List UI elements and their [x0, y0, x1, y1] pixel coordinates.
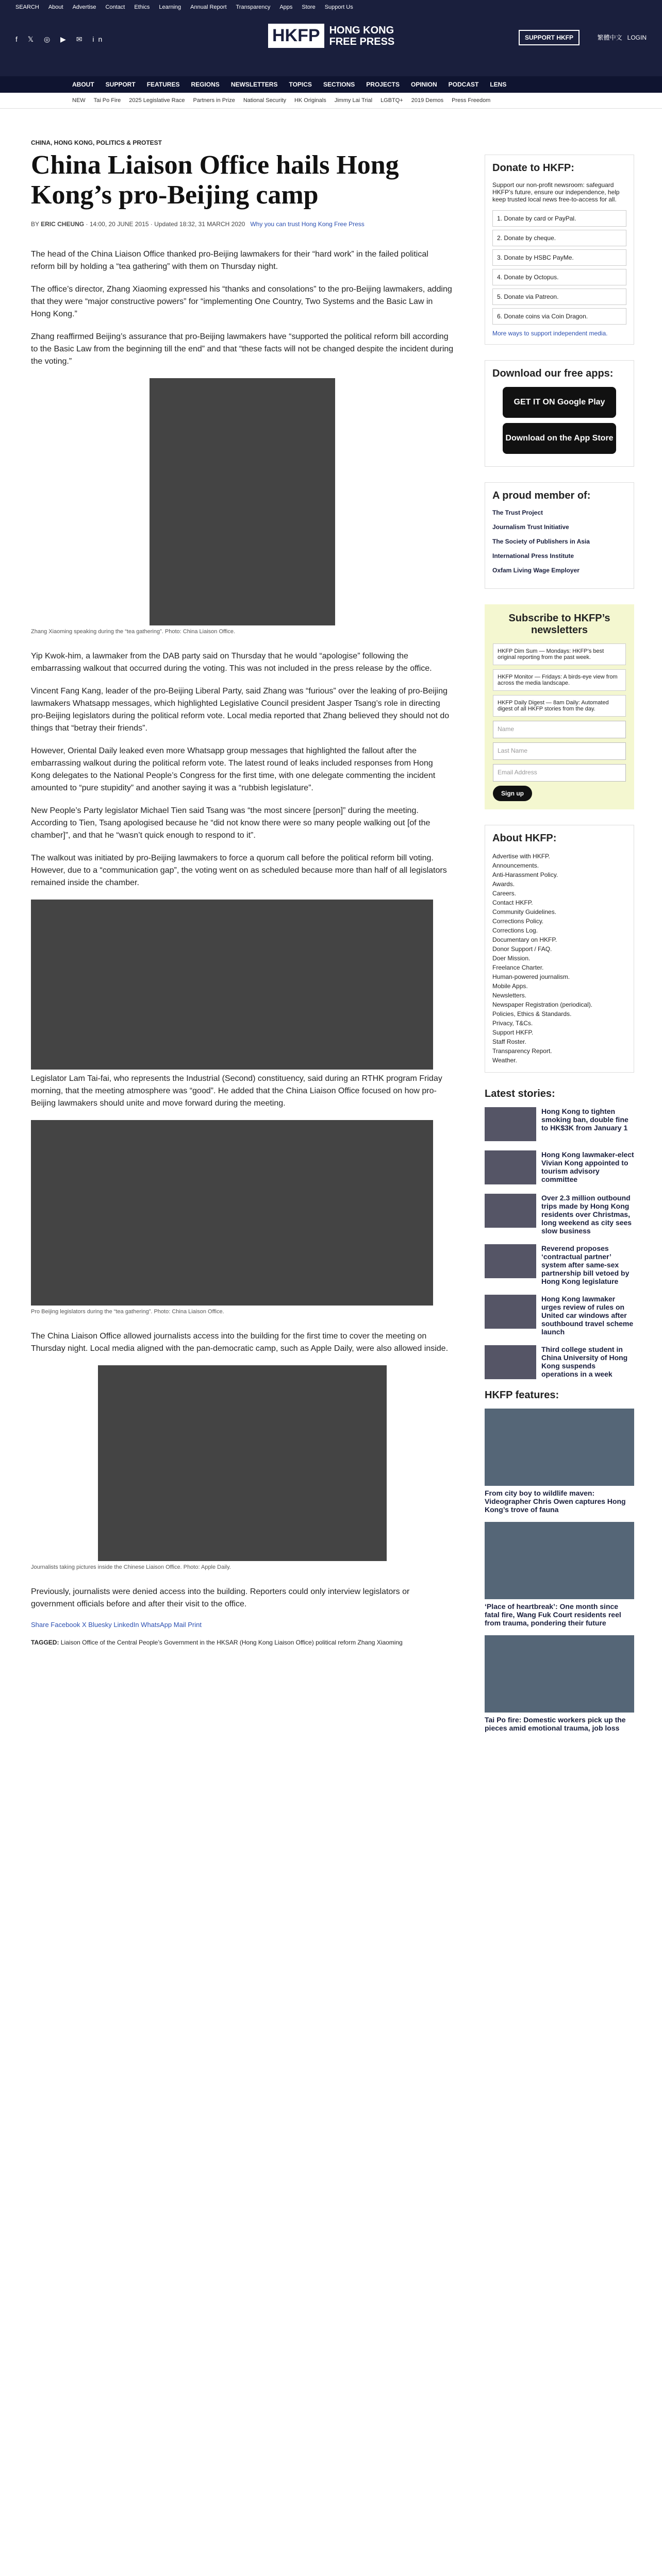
about-link[interactable]: Community Guidelines.	[492, 908, 557, 916]
paragraph: Vincent Fang Kang, leader of the pro-Beijing Liberal Party, said Zhang was “furious” over the leaking of pro-Beijing lawmakers Whatsapp messages, which highlighted Legislative Council president Jasper Tsang’s role in directing pro-Beijing legislators during the political reform vote. Local media reported that Zhang believed they should not do things that “betray their friends”.	[31, 687, 450, 733]
donate-option[interactable]: 2. Donate by cheque.	[492, 230, 626, 246]
article	[31, 139, 454, 1646]
topbar-link[interactable]: About	[48, 4, 63, 10]
nav-item[interactable]: NEWSLETTERS	[230, 81, 278, 88]
paragraph: However, Oriental Daily leaked even more Whatsapp group messages that highlighted the fallout after the embarrassing walkout during the political reform vote. The latest round of leaks included responses from Hong Kong delegates to the National People’s Congress for the first time, with one delegate commenting the incident amounted to “pure stupidity” and another saying it was a “rubbish legislature”.	[31, 747, 436, 792]
member-logo[interactable]: The Society of Publishers in Asia	[492, 538, 590, 545]
topbar-link[interactable]: Ethics	[134, 4, 150, 10]
language-link[interactable]: 繁體中文 LOGIN	[597, 34, 647, 41]
about-link[interactable]: Human-powered journalism.	[492, 973, 570, 980]
feature-item[interactable]	[485, 1635, 634, 1732]
about-link[interactable]: Careers.	[492, 890, 517, 897]
site-header	[0, 14, 662, 76]
topbar-link[interactable]: Transparency	[236, 4, 271, 10]
story-item[interactable]	[485, 1295, 634, 1336]
nav-item[interactable]: REGIONS	[191, 81, 220, 88]
byline: BY ERIC CHEUNG · 14:00, 20 JUNE 2015 · Updated 18:32, 31 MARCH 2020 Why you can trust Hong Kong Free Press	[31, 221, 365, 228]
embedded-video[interactable]	[31, 900, 433, 1070]
story-title: Hong Kong to tighten smoking ban, double fine to HK$3K from January 1	[541, 1107, 628, 1132]
subnav-item[interactable]: Tai Po Fire	[93, 97, 121, 104]
story-item[interactable]	[485, 1150, 634, 1184]
paragraph: The China Liaison Office allowed journalists access into the building for the first time to cover the meeting on Thursday night. Local media aligned with the pan-democratic camp, such as Apple Daily, were also allowed inside.	[31, 1332, 449, 1353]
subnav-item[interactable]: Press Freedom	[452, 97, 491, 104]
about-link[interactable]: Contact HKFP.	[492, 899, 533, 906]
about-link[interactable]: Support HKFP.	[492, 1029, 534, 1036]
story-thumb	[485, 1107, 536, 1141]
about-link[interactable]: Mobile Apps.	[492, 982, 528, 990]
story-title: Hong Kong lawmaker-elect Vivian Kong appointed to tourism advisory committee	[541, 1150, 634, 1183]
donate-option[interactable]: 3. Donate by HSBC PayMe.	[492, 249, 626, 266]
feature-item[interactable]	[485, 1522, 634, 1627]
topbar-link[interactable]: Learning	[159, 4, 181, 10]
about-link[interactable]: Documentary on HKFP.	[492, 936, 557, 943]
topbar-link[interactable]: Annual Report	[190, 4, 227, 10]
feature-image	[485, 1522, 634, 1599]
about-link[interactable]: Freelance Charter.	[492, 964, 544, 971]
story-thumb	[485, 1345, 536, 1379]
about-link[interactable]: Transparency Report.	[492, 1047, 552, 1055]
subnav-item[interactable]: 2019 Demos	[411, 97, 444, 104]
subnav-item[interactable]: National Security	[243, 97, 286, 104]
tags: TAGGED: Liaison Office of the Central People’s Government in the HKSAR (Hong Kong Liaison Office) political reform Zhang Xiaoming	[31, 1639, 403, 1646]
story-thumb	[485, 1150, 536, 1184]
story-title: Third college student in China University of Hong Kong suspends operations in a week	[541, 1345, 628, 1378]
nav-item[interactable]: PROJECTS	[366, 81, 400, 88]
nav-item[interactable]: SECTIONS	[323, 81, 355, 88]
form-field[interactable]: Last Name	[493, 742, 626, 760]
subnav-item[interactable]: LGBTQ+	[380, 97, 403, 104]
article-title: China Liaison Office hails Hong Kong’s pro-Beijing camp	[31, 150, 399, 210]
feature-image	[485, 1409, 634, 1486]
about-link[interactable]: Doer Mission.	[492, 955, 531, 962]
story-item[interactable]	[485, 1345, 634, 1379]
story-item[interactable]	[485, 1194, 634, 1235]
social-icons[interactable]: f 𝕏 ◎ ▶ ✉ in	[15, 35, 107, 43]
apps-box: Download our free apps: GET IT ON Google Play Download on the App Store	[485, 360, 634, 467]
about-link[interactable]: Awards.	[492, 880, 515, 888]
newsletter-box: Subscribe to HKFP’s newsletters HKFP Dim Sum — Mondays: HKFP’s best original reporting from the past week. HKFP Monitor — Fridays: A birds-eye view from across the media landscape. HKFP Daily Digest — 8am Daily: Automated digest of all HKFP stories from the day. Name Last Name Email Address Sign up	[485, 604, 634, 809]
newsletter-option[interactable]: HKFP Dim Sum — Mondays: HKFP’s best original reporting from the past week.	[493, 643, 626, 665]
paragraph: The office’s director, Zhang Xiaoming expressed his “thanks and consolations” to the pro-Beijing lawmakers, adding that they were “major constructive powers” for “implementing One Country, Two Systems and the Basic Law in Hong Kong.”	[31, 285, 452, 318]
sidebar	[485, 155, 634, 1740]
feature-title: From city boy to wildlife maven: Videographer Chris Owen captures Hong Kong’s trove of fauna	[485, 1489, 626, 1514]
story-thumb	[485, 1194, 536, 1228]
sub-nav	[0, 93, 662, 109]
subnav-item[interactable]: Jimmy Lai Trial	[334, 97, 373, 104]
members-box: A proud member of: The Trust Project Journalism Trust Initiative The Society of Publishers in Asia International Press Institute Oxfam Living Wage Employer	[485, 482, 634, 589]
features: HKFP features: From city boy to wildlife maven: Videographer Chris Owen captures Hong Kong’s trove of fauna ‘Place of heartbreak’: One month since fatal fire, Wang Fuk Court residents reel from trauma, pondering their future Tai Po fire: Domestic workers pick up the pieces amid emotional trauma, job loss	[485, 1389, 634, 1732]
nav-item[interactable]: OPINION	[410, 81, 437, 88]
about-link[interactable]: Announcements.	[492, 862, 539, 869]
about-link[interactable]: Policies, Ethics & Standards.	[492, 1010, 572, 1018]
utility-bar	[0, 0, 662, 14]
newsletter-option[interactable]: HKFP Monitor — Fridays: A birds-eye view from across the media landscape.	[493, 669, 626, 691]
topbar-link[interactable]: SEARCH	[15, 4, 39, 10]
nav-item[interactable]: ABOUT	[72, 81, 94, 88]
nav-item[interactable]: FEATURES	[146, 81, 180, 88]
nav-item[interactable]: LENS	[490, 81, 507, 88]
member-logo[interactable]: Oxfam Living Wage Employer	[492, 567, 580, 574]
subnav-item[interactable]: 2025 Legislative Race	[129, 97, 185, 104]
nav-item[interactable]: TOPICS	[289, 81, 312, 88]
member-logo[interactable]: The Trust Project	[492, 509, 543, 516]
about-link[interactable]: Anti-Harassment Policy.	[492, 871, 558, 878]
feature-image	[485, 1635, 634, 1713]
paragraph: The walkout was initiated by pro-Beijing lawmakers to force a quorum call before the political reform bill voting. However, due to a “communication gap”, the voting went on as scheduled because more than half of all legislators remained inside the chamber.	[31, 854, 447, 887]
about-link[interactable]: Privacy, T&Cs.	[492, 1020, 533, 1027]
signup-button[interactable]: Sign up	[493, 786, 532, 801]
main-nav	[0, 76, 662, 93]
form-field[interactable]: Name	[493, 721, 626, 738]
about-link[interactable]: Advertise with HKFP.	[492, 853, 550, 860]
topbar-link[interactable]: Advertise	[72, 4, 96, 10]
about-box: About HKFP: Advertise with HKFP. Announcements. Anti-Harassment Policy. Awards. Careers. Contact HKFP. Community Guidelines. Corrections Policy. Corrections Log. Documentary on HKFP. Donor Support / FAQ. Doer Mission. Freelance Charter. Human-powered journalism. Mobile Apps. Newsletters. Newspaper Registration (periodical). Policies, Ethics & Standards. Privacy, T&Cs. Support HKFP. Staff Roster. Transparency Report. Weather.	[485, 825, 634, 1073]
photo-caption: Pro Beijing legislators during the “tea gathering”. Photo: China Liaison Office.	[31, 1309, 224, 1315]
about-link[interactable]: Corrections Log.	[492, 927, 538, 934]
member-logo[interactable]: Journalism Trust Initiative	[492, 523, 569, 531]
google-play-button[interactable]: GET IT ON Google Play	[503, 387, 616, 418]
member-logo[interactable]: International Press Institute	[492, 552, 574, 560]
newsletter-option[interactable]: HKFP Daily Digest — 8am Daily: Automated digest of all HKFP stories from the day.	[493, 695, 626, 717]
support-button[interactable]: SUPPORT HKFP	[519, 30, 580, 45]
about-link[interactable]: Donor Support / FAQ.	[492, 945, 552, 953]
subnav-item[interactable]: Partners in Prize	[193, 97, 235, 104]
about-link[interactable]: Newsletters.	[492, 992, 527, 999]
donate-option[interactable]: 4. Donate by Octopus.	[492, 269, 626, 285]
paragraph: Zhang reaffirmed Beijing’s assurance that pro-Beijing lawmakers have “supported the political reform bill according to the Basic Law from the beginning till the end” and that “these facts will not be changed despite the incident during the voting.”	[31, 332, 454, 366]
topbar-link[interactable]: Contact	[105, 4, 125, 10]
feature-item[interactable]	[485, 1409, 634, 1514]
donate-option[interactable]: 6. Donate coins via Coin Dragon.	[492, 308, 626, 325]
feature-title: Tai Po fire: Domestic workers pick up the pieces amid emotional trauma, job loss	[485, 1716, 626, 1732]
donate-option[interactable]: 5. Donate via Patreon.	[492, 289, 626, 305]
story-title: Hong Kong lawmaker urges review of rules on United car windows after southbound travel scheme launch	[541, 1295, 634, 1336]
article-photo	[31, 1120, 433, 1306]
about-link[interactable]: Newspaper Registration (periodical).	[492, 1001, 593, 1008]
about-link[interactable]: Weather.	[492, 1057, 517, 1064]
paragraph: New People’s Party legislator Michael Tien said Tsang was “the most sincere [person]” during the meeting. According to Tien, Tsang apologised because he “did not know there were so many people walking out [of the chamber]”, and that he “wasn’t quick enough to respond to it”.	[31, 806, 431, 840]
about-link[interactable]: Staff Roster.	[492, 1038, 526, 1045]
feature-title: ‘Place of heartbreak’: One month since fatal fire, Wang Fuk Court residents reel from trauma, pondering their future	[485, 1602, 621, 1627]
story-title: Over 2.3 million outbound trips made by Hong Kong residents over Christmas, long weekend as city sees slow business	[541, 1194, 632, 1235]
subnav-item[interactable]: HK Originals	[294, 97, 326, 104]
app-store-button[interactable]: Download on the App Store	[503, 423, 616, 454]
latest-stories: Latest stories: Hong Kong to tighten smoking ban, double fine to HK$3K from January 1 Hong Kong lawmaker-elect Vivian Kong appointed to tourism advisory committee Over 2.3 million outbound trips made by Hong Kong residents over Christmas, long weekend as city sees slow business Reverend proposes ‘contractual partner’ system after same-sex partnership bill vetoed by Hong Kong legislature Hong Kong lawmaker urges review of rules on United car windows after southbound travel scheme launch Third college student in China University of Hong Kong suspends operations in a week	[485, 1088, 634, 1378]
story-title: Reverend proposes ‘contractual partner’ system after same-sex partnership bill vetoed by Hong Kong legislature	[541, 1244, 630, 1285]
paragraph: Previously, journalists were denied access into the building. Reporters could only interview legislators or government officials before and after their visit to the office.	[31, 1587, 410, 1608]
nav-item[interactable]: SUPPORT	[105, 81, 136, 88]
paragraph: Legislator Lam Tai-fai, who represents the Industrial (Second) constituency, said during an RTHK program Friday morning, that the meeting atmosphere was “good”. He added that the China Liaison Office focused on how pro-Beijing lawmakers should unite and move forward during the meeting.	[31, 1074, 442, 1108]
article-photo	[98, 1365, 387, 1561]
site-logo[interactable]: HKFP HONG KONG FREE PRESS	[268, 24, 394, 48]
paragraph: The head of the China Liaison Office thanked pro-Beijing lawmakers for their “hard work” in the failed political reform bill by holding a “tea gathering” with them on Thursday night.	[31, 250, 428, 271]
topbar-link[interactable]: Store	[302, 4, 316, 10]
topbar-link[interactable]: Apps	[279, 4, 293, 10]
story-item[interactable]	[485, 1244, 634, 1285]
photo-caption: Zhang Xiaoming speaking during the “tea gathering”. Photo: China Liaison Office.	[31, 629, 236, 635]
subnav-item[interactable]: NEW	[72, 97, 86, 104]
donate-box: Donate to HKFP: Support our non-profit newsroom: safeguard HKFP’s future, ensure our independence, help keep trusted local news free-to-access for all. 1. Donate by card or PayPal. 2. Donate by cheque. 3. Donate by HSBC PayMe. 4. Donate by Octopus. 5. Donate via Patreon. 6. Donate coins via Coin Dragon. More ways to support independent media.	[485, 155, 634, 345]
paragraph: Yip Kwok-him, a lawmaker from the DAB party said on Thursday that he would “apologise” following the embarrassing walkout that occurred during the voting. This was not included in the press release by the office.	[31, 652, 432, 673]
about-link[interactable]: Corrections Policy.	[492, 918, 544, 925]
story-item[interactable]	[485, 1107, 634, 1141]
story-thumb	[485, 1244, 536, 1278]
nav-item[interactable]: PODCAST	[448, 81, 479, 88]
article-category[interactable]: CHINA, HONG KONG, POLITICS & PROTEST	[31, 139, 162, 146]
donate-option[interactable]: 1. Donate by card or PayPal.	[492, 210, 626, 227]
photo-caption: Journalists taking pictures inside the Chinese Liaison Office. Photo: Apple Daily.	[31, 1564, 231, 1570]
topbar-link[interactable]: Support Us	[324, 4, 353, 10]
story-thumb	[485, 1295, 536, 1329]
article-photo	[150, 378, 335, 625]
share-bar[interactable]: Share Facebook X Bluesky LinkedIn WhatsApp Mail Print	[31, 1621, 202, 1629]
form-field[interactable]: Email Address	[493, 764, 626, 782]
